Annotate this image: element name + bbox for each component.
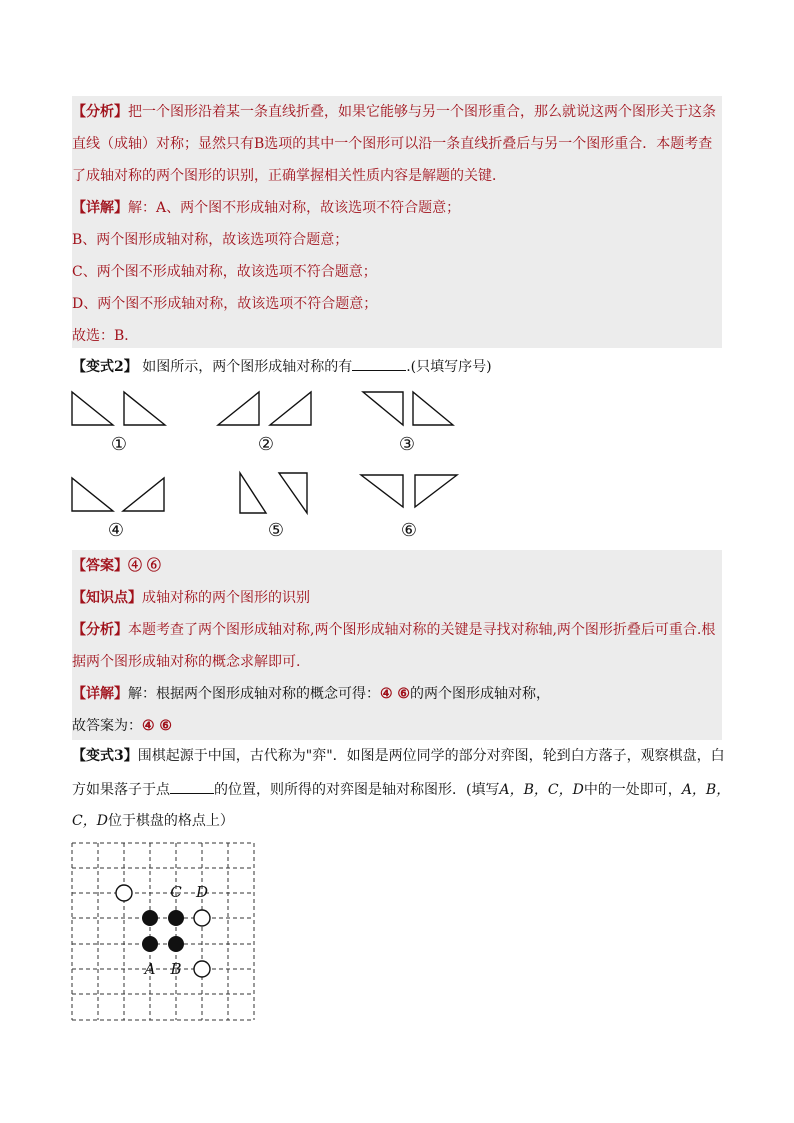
variant3-line-1	[72, 746, 724, 766]
variant3-text-2c: A，B，C，D	[499, 782, 584, 798]
figure-label-3: ③	[398, 434, 416, 455]
figure-1-right-triangle	[124, 392, 165, 425]
detail2-line-1	[72, 684, 724, 704]
detail-line-5: 故选：B．	[72, 328, 139, 344]
knowledge-tag: 【知识点】	[72, 590, 142, 606]
point-label-C: C	[170, 883, 182, 901]
variant2-question-tail: .(只填写序号)	[406, 359, 492, 375]
analysis-line-2: 直线（成轴）对称；显然只有B选项的其中一个图形可以沿一条直线折叠后与另一个图形重合．本题考查	[72, 136, 713, 152]
figure-5-right-triangle	[279, 473, 307, 513]
figure-3-right-triangle	[413, 392, 453, 425]
answer-tag: 【答案】	[72, 558, 128, 574]
figure-label-6: ⑥	[400, 520, 418, 541]
figure-2-left-triangle	[218, 392, 259, 425]
variant3-text-2e: A，B，	[681, 782, 731, 798]
knowledge-line	[72, 588, 724, 608]
variant3-text-2b: 的位置，则所得的对弈图是轴对称图形．(填写	[214, 782, 500, 798]
analysis-line-3: 了成轴对称的两个图形的识别，正确掌握相关性质内容是解题的关键．	[72, 168, 506, 184]
variant3-text-2a: 方如果落子于点	[72, 782, 170, 798]
analysis2-tag: 【分析】	[72, 622, 128, 638]
figure-4-left-triangle	[72, 478, 113, 511]
point-blank[interactable]	[170, 779, 214, 794]
detail-text-1: 解：A、两个图不形成轴对称，故该选项不符合题意；	[128, 200, 461, 216]
analysis-text-1: 把一个图形沿着某一条直线折叠，如果它能够与另一个图形重合，那么就说这两个图形关于这条	[128, 104, 716, 120]
figure-5-left-triangle	[240, 473, 266, 513]
detail2-text-2a: 故答案为：	[72, 718, 142, 734]
analysis2-line-1	[72, 620, 724, 640]
variant3-line-3	[72, 811, 724, 831]
detail2-tag: 【详解】	[72, 686, 128, 702]
figure-2-right-triangle	[270, 392, 311, 425]
detail2-text-a: 解：根据两个图形成轴对称的概念可得：	[128, 686, 380, 702]
black-stone	[142, 936, 158, 952]
figure-label-1: ①	[110, 434, 128, 455]
variant3-line-2	[72, 779, 731, 800]
variant3-text-2d: 中的一处即可，	[583, 782, 682, 798]
detail2-text-2b: ④ ⑥	[142, 718, 172, 734]
figure-6-right-triangle	[415, 475, 457, 507]
detail-line-2: B、两个图形成轴对称，故该选项符合题意；	[72, 232, 349, 248]
variant2-question-text: 如图所示，两个图形成轴对称的有	[142, 359, 353, 375]
figure-label-2: ②	[257, 434, 275, 455]
black-stone	[142, 910, 158, 926]
figure-6-left-triangle	[361, 475, 403, 507]
detail2-line-2	[72, 716, 724, 736]
variant2-tag: 【变式2】	[72, 359, 138, 375]
white-stone	[194, 961, 210, 977]
detail-line-1	[72, 198, 724, 218]
variant3-tag: 【变式3】	[72, 748, 138, 764]
triangle-figures	[0, 385, 794, 545]
go-board	[68, 838, 268, 1028]
detail-line-3: C、两个图不形成轴对称，故该选项不符合题意；	[72, 264, 377, 280]
detail-line-4: D、两个图不形成轴对称，故该选项不符合题意；	[72, 296, 378, 312]
answer-block-2	[72, 550, 722, 740]
variant3-text-1: 围棋起源于中国，古代称为"弈"．如图是两位同学的部分对弈图，轮到白方落子，观察棋盘，白	[137, 748, 725, 764]
point-label-A: A	[144, 960, 156, 978]
black-stone	[168, 910, 184, 926]
figure-label-5: ⑤	[267, 520, 285, 541]
detail2-text-c: 的两个图形成轴对称，	[409, 686, 550, 702]
point-label-B: B	[170, 960, 182, 978]
white-stone	[194, 910, 210, 926]
detail2-text-b: ④ ⑥	[380, 686, 410, 702]
figure-3-left-triangle	[363, 392, 403, 425]
white-stone	[116, 885, 132, 901]
answer-value: ④ ⑥	[128, 558, 161, 574]
detail-tag: 【详解】	[72, 200, 128, 216]
analysis-tag: 【分析】	[72, 104, 128, 120]
answer-blank[interactable]	[352, 356, 406, 371]
analysis2-text-1: 本题考查了两个图形成轴对称,两个图形成轴对称的关键是寻找对称轴,两个图形折叠后可重合.根	[128, 622, 716, 638]
figure-1-left-triangle	[72, 392, 113, 425]
figure-label-4: ④	[107, 520, 125, 541]
figure-4-right-triangle	[123, 478, 164, 511]
variant2-question	[72, 356, 724, 377]
point-label-D: D	[195, 883, 209, 901]
variant3-text-3b: 位于棋盘的格点上）	[107, 813, 234, 829]
variant3-text-3a: C，D	[72, 813, 108, 829]
answer-line	[72, 556, 724, 576]
analysis-line-1	[72, 102, 724, 122]
analysis2-line-2: 据两个图形成轴对称的概念求解即可.	[72, 654, 301, 670]
black-stone	[168, 936, 184, 952]
knowledge-text: 成轴对称的两个图形的识别	[142, 590, 310, 606]
